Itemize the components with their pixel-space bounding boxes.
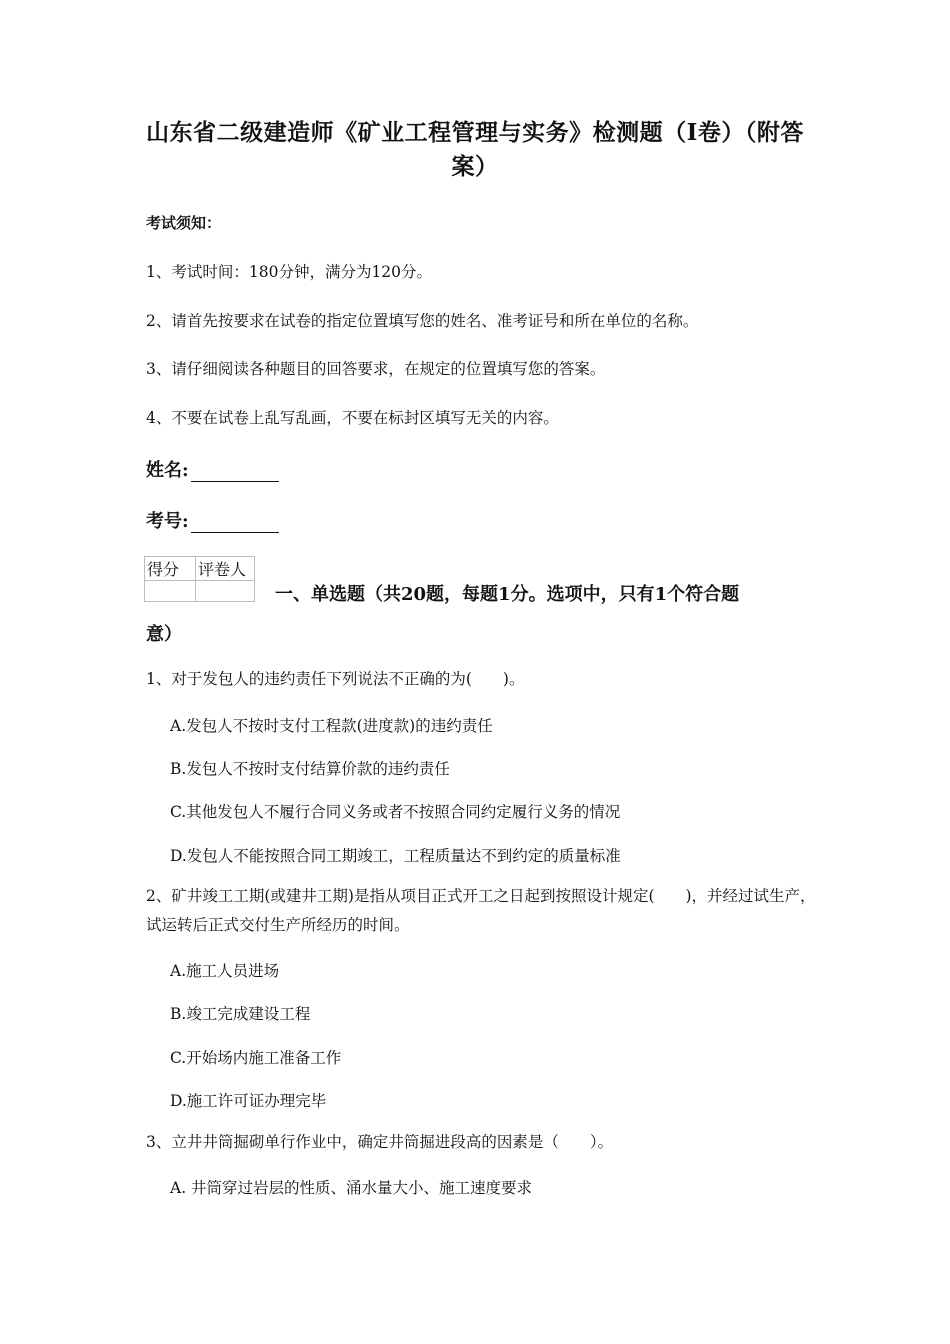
name-field bbox=[146, 456, 279, 482]
question-option: D.施工许可证办理完毕 bbox=[170, 1092, 327, 1110]
question-option: A.发包人不按时支付工程款(进度款)的违约责任 bbox=[170, 717, 493, 735]
question-stem: 1、对于发包人的违约责任下列说法不正确的为( )。 bbox=[146, 670, 525, 688]
grader-cell[interactable] bbox=[196, 581, 255, 602]
question-option: D.发包人不能按照合同工期竣工，工程质量达不到约定的质量标准 bbox=[170, 847, 621, 865]
name-label: 姓名: bbox=[146, 460, 189, 481]
question-option: B.发包人不按时支付结算价款的违约责任 bbox=[170, 760, 450, 778]
exam-number-blank[interactable] bbox=[191, 514, 279, 533]
question-option: B.竣工完成建设工程 bbox=[170, 1005, 311, 1023]
score-table bbox=[144, 556, 255, 602]
notice-item: 2、请首先按要求在试卷的指定位置填写您的姓名、准考证号和所在单位的名称。 bbox=[146, 312, 699, 330]
notice-item: 3、请仔细阅读各种题目的回答要求，在规定的位置填写您的答案。 bbox=[146, 360, 606, 378]
question-stem: 2、矿井竣工工期(或建井工期)是指从项目正式开工之日起到按照设计规定( )，并经过试生产，试运转后正式交付生产所经历的时间。 bbox=[146, 887, 816, 934]
exam-number-field bbox=[146, 507, 279, 533]
score-cell[interactable] bbox=[145, 581, 196, 602]
notice-heading: 考试须知： bbox=[146, 214, 222, 232]
score-header: 得分 bbox=[145, 557, 196, 581]
exam-number-label: 考号: bbox=[146, 511, 189, 532]
section-title: 一、单选题（共20题，每题1分。选项中，只有1个符合题 bbox=[275, 584, 740, 605]
question-option: A.施工人员进场 bbox=[170, 962, 280, 980]
notice-item: 1、考试时间：180分钟，满分为120分。 bbox=[146, 263, 433, 281]
notice-item: 4、不要在试卷上乱写乱画，不要在标封区填写无关的内容。 bbox=[146, 409, 559, 427]
grader-header: 评卷人 bbox=[196, 557, 255, 581]
document-title: 山东省二级建造师《矿业工程管理与实务》检测题（I卷）（附答案） bbox=[146, 119, 804, 180]
question-option: C.开始场内施工准备工作 bbox=[170, 1049, 342, 1067]
name-blank[interactable] bbox=[191, 463, 279, 482]
question-stem: 3、立井井筒掘砌单行作业中，确定井筒掘进段高的因素是（ ）。 bbox=[146, 1133, 614, 1151]
question-option: C.其他发包人不履行合同义务或者不按照合同约定履行义务的情况 bbox=[170, 803, 621, 821]
question-option: A. 井筒穿过岩层的性质、涌水量大小、施工速度要求 bbox=[170, 1179, 533, 1197]
section-title-continued: 意） bbox=[146, 624, 182, 645]
